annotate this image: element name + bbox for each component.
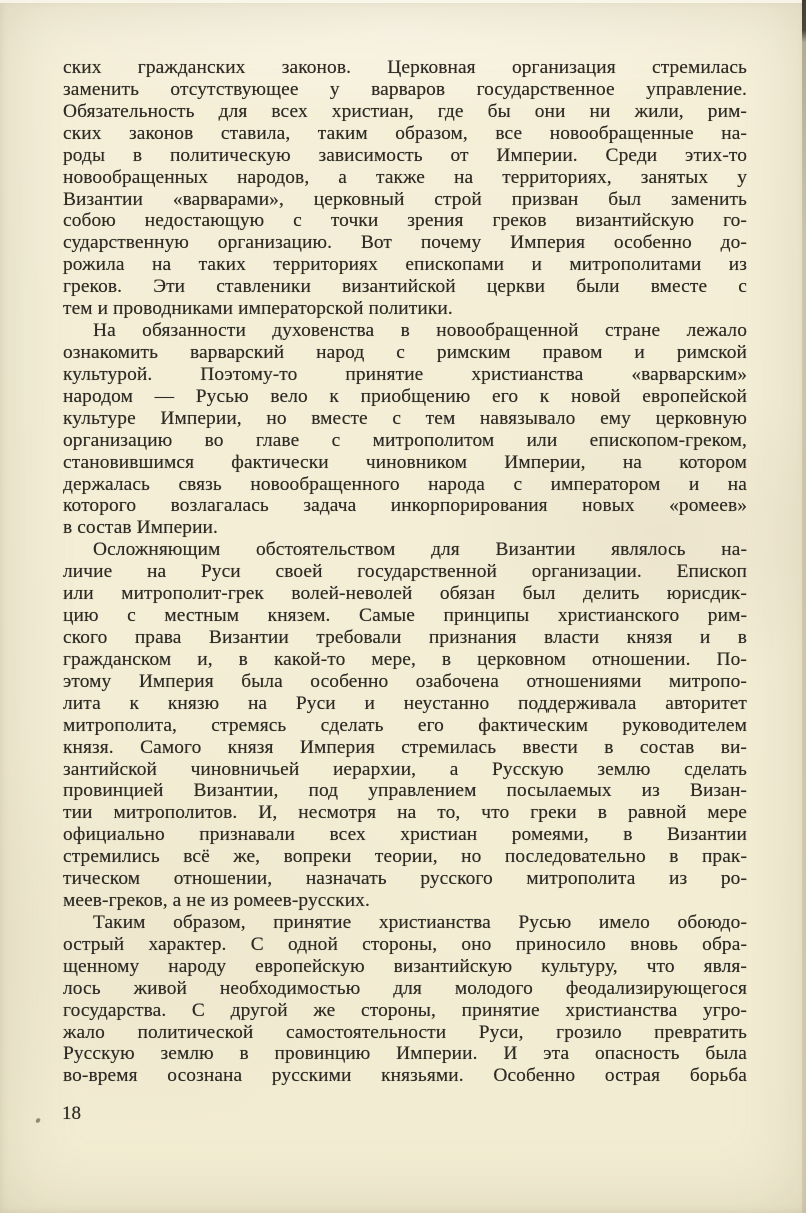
text-line: культурой. Поэтому-то принятие христианства «варварским» [63, 363, 747, 385]
paper-right-edge-shadow [802, 0, 806, 1213]
text-line: лита к князю на Руси и неустанно поддерживала авторитет [63, 692, 747, 714]
text-line: гражданском и, в какой-то мере, в церковном отношении. По- [63, 648, 747, 670]
text-line: стремились всё же, вопреки теории, но последовательно в прак- [63, 846, 747, 868]
text-line: тии митрополитов. И, несмотря на то, что греки в равной мере [63, 802, 747, 824]
text-line: Таким образом, принятие христианства Русью имело обоюдо- [93, 911, 747, 933]
text-line: народом — Русью вело к приобщению его к новой европейской [63, 385, 747, 407]
text-line: государства. С другой же стороны, принятие христианства угро- [63, 999, 747, 1021]
text-line: Осложняющим обстоятельством для Византии являлось на- [93, 539, 747, 561]
text-line: Русскую землю в провинцию Империи. И эта опасность была [63, 1043, 747, 1065]
text-line: Византии «варварами», церковный строй призван был заменить [63, 188, 747, 210]
text-line: митрополита, стремясь сделать его фактическим руководителем [63, 714, 747, 736]
text-line: зантийской чиновничьей иерархии, а Русскую землю сделать [63, 758, 747, 780]
text-line: официально признавали всех христиан ромеями, в Византии [63, 824, 747, 846]
text-line: собою недостающую с точки зрения греков византийскую го- [63, 210, 747, 232]
text-line: На обязанности духовенства в новообращенной стране лежало [93, 320, 747, 342]
text-line: заменить отсутствующее у варваров государственное управление. [63, 78, 747, 100]
text-line: держалась связь новообращенного народа с императором и на [63, 473, 747, 495]
page-number: 18 [62, 1103, 81, 1124]
text-line: становившимся фактически чиновником Империи, на котором [63, 451, 747, 473]
text-line: которого возлагалась задача инкорпорирования новых «ромеев» [63, 495, 747, 517]
text-block [63, 57, 747, 1087]
text-line: ского права Византии требовали признания власти князя и в [63, 626, 747, 648]
text-line: рожила на таких территориях епископами и митрополитами из [63, 254, 747, 276]
text-line: тем и проводниками императорской политики. [63, 298, 453, 320]
text-line: провинцией Византии, под управлением посылаемых из Визан- [63, 780, 747, 802]
text-line: в состав Империи. [63, 517, 218, 539]
text-line: щенному народу европейскую византийскую культуру, что явля- [63, 955, 747, 977]
text-line: жало политической самостоятельности Руси, грозило превратить [63, 1021, 747, 1043]
text-line: личие на Руси своей государственной организации. Епископ [63, 561, 747, 583]
text-line: ознакомить варварский народ с римским правом и римской [63, 341, 747, 363]
text-line: культуре Империи, но вместе с тем навязывало ему церковную [63, 407, 747, 429]
paper-top-edge [0, 0, 806, 3]
text-line: ских гражданских законов. Церковная организация стремилась [63, 57, 747, 78]
text-line: роды в политическую зависимость от Империи. Среди этих-то [63, 144, 747, 166]
text-line: греков. Эти ставленики византийской церкви были вместе с [63, 276, 747, 298]
text-line: цию с местным князем. Самые принципы христианского рим- [63, 605, 747, 627]
text-line: острый характер. С одной стороны, оно приносило вновь обра- [63, 933, 747, 955]
text-line: организацию во главе с митрополитом или епископом-греком, [63, 429, 747, 451]
text-line: новообращенных народов, а также на территориях, занятых у [63, 166, 747, 188]
text-line: меев-греков, а не из ромеев-русских. [63, 890, 370, 912]
text-line: сударственную организацию. Вот почему Империя особенно до- [63, 232, 747, 254]
text-line: тическом отношении, назначать русского митрополита из ро- [63, 868, 747, 890]
ink-speck [35, 1117, 41, 1123]
text-line: ских законов ставила, таким образом, все новообращенные на- [63, 122, 747, 144]
text-line: Обязательность для всех христиан, где бы они ни жили, рим- [63, 100, 747, 122]
text-line: князя. Самого князя Империя стремилась ввести в состав ви- [63, 736, 747, 758]
text-line: лось живой необходимостью для молодого феодализирующегося [63, 977, 747, 999]
text-line: во-время осознана русскими князьями. Особенно острая борьба [63, 1065, 747, 1087]
text-line: или митрополит-грек волей-неволей обязан был делить юрисдик- [63, 583, 747, 605]
text-line: этому Империя была особенно озабочена отношениями митропо- [63, 670, 747, 692]
